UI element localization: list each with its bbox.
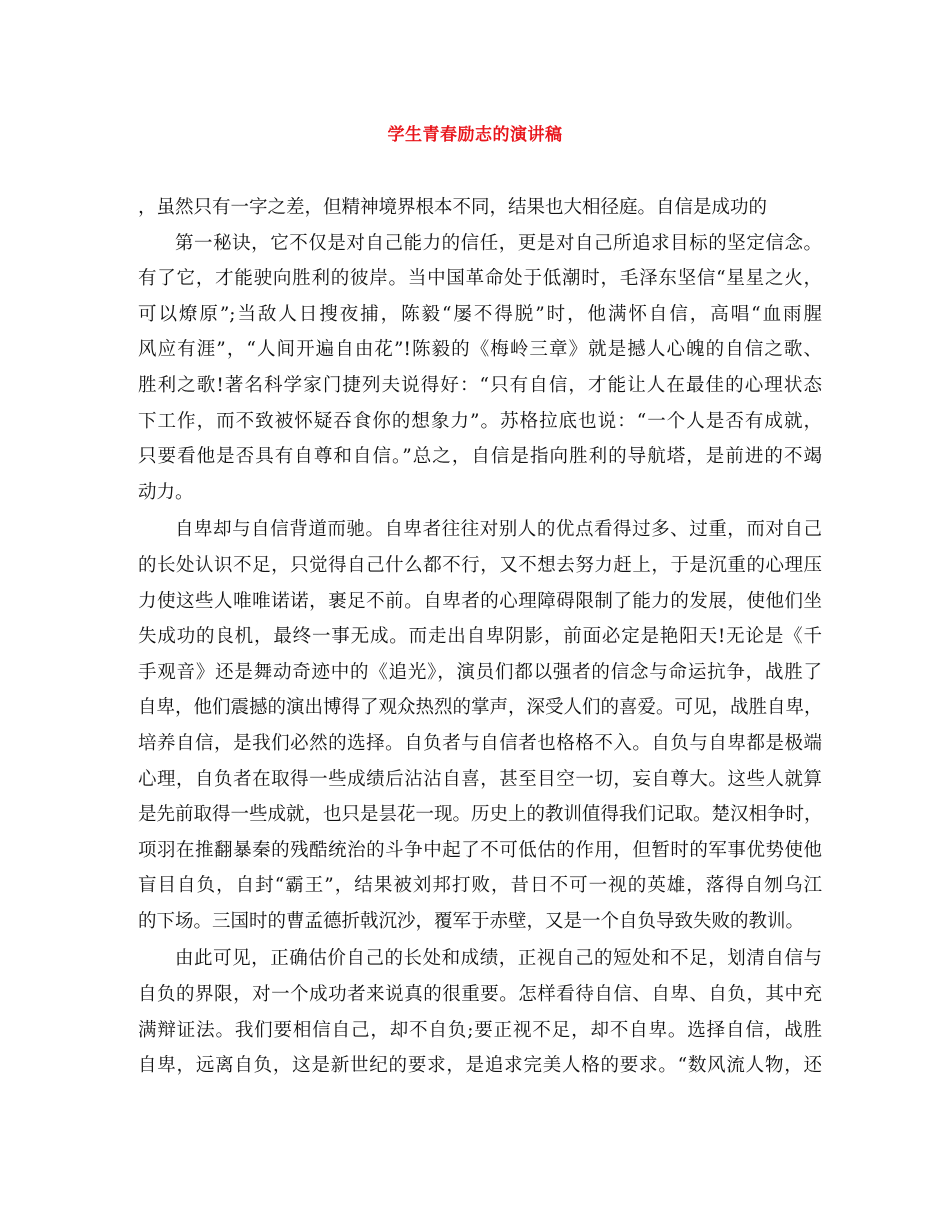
body-line: 手观音》还是舞动奇迹中的《追光》，演员们都以强者的信念与命运抗争，战胜了	[138, 661, 822, 683]
body-line: 有了它，才能驶向胜利的彼岸。当中国革命处于低潮时，毛泽东坚信“星星之火，	[138, 268, 822, 290]
document-body	[138, 190, 822, 1084]
body-line: 风应有涯”，“人间开遍自由花”!陈毅的《梅岭三章》就是撼人心魄的自信之歌、	[138, 339, 822, 361]
body-line: 自卑，远离自负，这是新世纪的要求，是追求完美人格的要求。“数风流人物，还	[138, 1055, 822, 1077]
paragraph-start-line: 自卑却与自信背道而驰。自卑者往往对别人的优点看得过多、过重，而对自己	[175, 519, 822, 541]
document-title: 学生青春励志的演讲稿	[387, 125, 563, 145]
paragraph-start-line: 第一秘诀，它不仅是对自己能力的信任，更是对自己所追求目标的坚定信念。	[175, 232, 822, 254]
body-line: 培养自信，是我们必然的选择。自负者与自信者也格格不入。自负与自卑都是极端	[138, 732, 822, 754]
body-line: ，虽然只有一字之差，但精神境界根本不同，结果也大相径庭。自信是成功的	[138, 197, 768, 218]
body-line: 下工作，而不致被怀疑吞食你的想象力”。苏格拉底也说：“一个人是否有成就，	[138, 410, 822, 432]
body-line: 自卑，他们震撼的演出博得了观众热烈的掌声，深受人们的喜爱。可见，战胜自卑，	[138, 697, 823, 719]
paragraph-start-line: 由此可见，正确估价自己的长处和成绩，正视自己的短处和不足，划清自信与	[175, 948, 822, 970]
body-line: 是先前取得一些成就，也只是昙花一现。历史上的教训值得我们记取。楚汉相争时，	[138, 804, 823, 826]
body-line: 失成功的良机，最终一事无成。而走出自卑阴影，前面必定是艳阳天!无论是《千	[138, 626, 822, 648]
body-line: 盲目自负，自封“霸王”，结果被刘邦打败，昔日不可一视的英雄，落得自刎乌江	[138, 875, 822, 897]
paragraph-end-line: 的下场。三国时的曹孟德折戟沉沙，覆军于赤壁，又是一个自负导致失败的教训。	[138, 910, 805, 932]
body-line: 只要看他是否具有自尊和自信。”总之，自信是指向胜利的导航塔，是前进的不竭	[138, 446, 822, 468]
body-line: 胜利之歌!著名科学家门捷列夫说得好：“只有自信，才能让人在最佳的心理状态	[138, 374, 822, 396]
body-line: 自负的界限，对一个成功者来说真的很重要。怎样看待自信、自卑、自负，其中充	[138, 984, 822, 1006]
body-line: 心理，自负者在取得一些成绩后沾沾自喜，甚至目空一切，妄自尊大。这些人就算	[138, 768, 822, 790]
body-line: 项羽在推翻暴秦的残酷统治的斗争中起了不可低估的作用，但暂时的军事优势使他	[138, 839, 822, 861]
body-line: 可以燎原”;当敌人日搜夜捕，陈毅“屡不得脱”时，他满怀自信，高唱“血雨腥	[138, 303, 822, 325]
paragraph-end-line: 动力。	[138, 481, 194, 503]
body-line: 满辩证法。我们要相信自己，却不自负;要正视不足，却不自卑。选择自信，战胜	[138, 1019, 822, 1041]
body-line: 的长处认识不足，只觉得自己什么都不行，又不想去努力赶上，于是沉重的心理压	[138, 554, 822, 576]
body-line: 力使这些人唯唯诺诺，裹足不前。自卑者的心理障碍限制了能力的发展，使他们坐	[138, 590, 822, 612]
